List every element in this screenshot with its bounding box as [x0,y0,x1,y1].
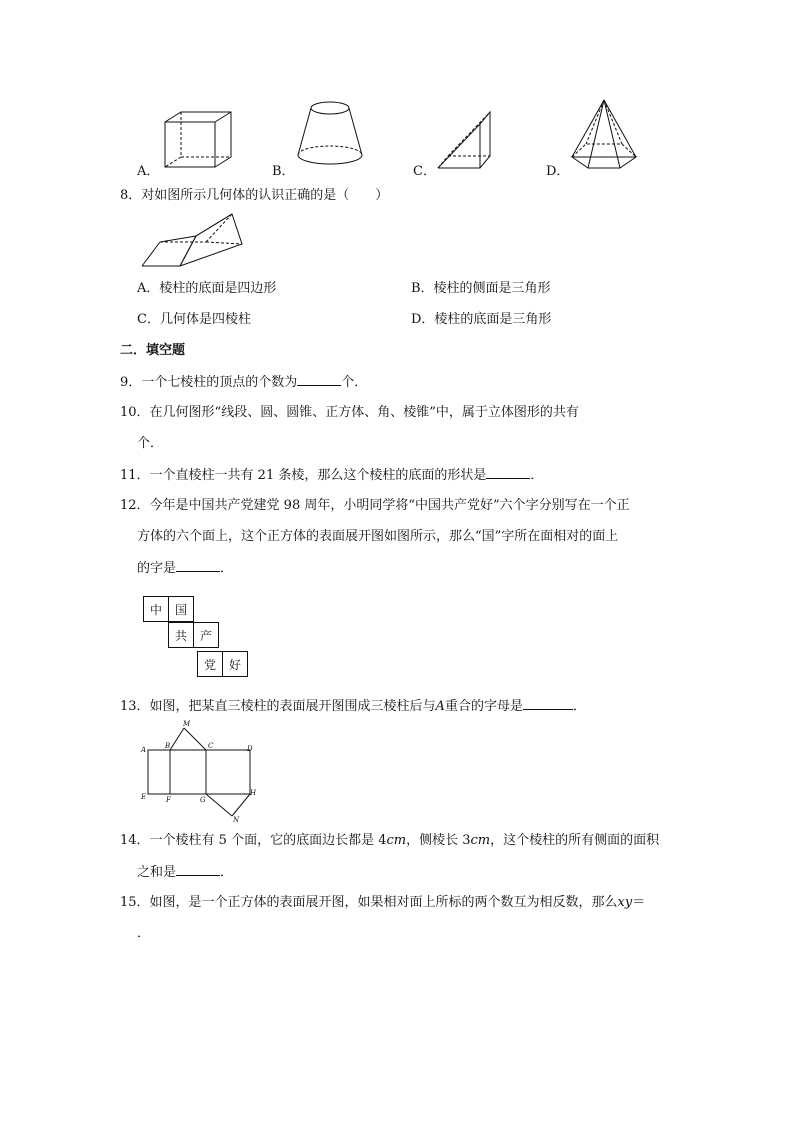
q13-label-b: B [165,742,171,750]
q12-blank [176,559,220,572]
q7-option-d-label: D． [546,164,570,179]
q14-unit-2: cm [470,833,491,848]
q10-line1: 10．在几何图形“线段、圆、圆锥、正方体、角、棱锥”中，属于立体图形的共有 [120,405,579,420]
q8-option-c: C．几何体是四棱柱 [137,312,251,327]
q14-line2 [137,863,233,882]
q13-letter-a: A [435,699,445,714]
q7-figure-b-frustum [296,100,366,170]
q13-text-mid: 重合的字母是 [444,699,523,714]
q13-net-lines [140,722,260,827]
q10-line2: 个． [137,436,164,451]
q9 [120,373,367,392]
q14-unit-1: cm [386,833,407,848]
q12-line3-suffix: ． [220,561,234,576]
q7-option-a-label: A． [137,164,160,179]
q9-blank [297,373,341,386]
q11-blank [486,466,530,479]
q14-line2-suffix: ． [220,865,234,880]
q15-line2: ． [137,926,151,941]
net-cell-hao: 好 [222,651,248,677]
q7-figure-a-cube [165,112,235,172]
q13-suffix: ． [572,699,586,714]
q15-text: 15．如图，是一个正方体的表面展开图，如果相对面上所标的两个数互为相反数，那么 [120,895,618,910]
q13-label-e: E [141,793,147,801]
q14-blank [176,863,220,876]
q13-label-c: C [208,742,214,750]
q12-line1: 12．今年是中国共产党建党 98 周年，小明同学将“中国共产党好”六个字分别写在一个正 [120,498,630,513]
q14-text-b: ，侧棱长 3 [406,833,471,848]
q14-line1 [120,832,659,850]
q13-label-n: N [233,816,240,824]
q13-label-a: A [141,746,147,754]
q11-suffix: ． [530,468,544,483]
q13-prism-net [140,722,260,827]
q7-figure-c-triangular-prism [438,108,498,173]
q12-line2: 方体的六个面上，这个正方体的表面展开图如图所示，那么“国”字所在面相对的面上 [137,529,619,544]
q13-blank [523,697,573,710]
q14-text-c: ，这个棱柱的所有侧面的面积 [490,833,660,848]
q7-option-b-label: B． [272,164,295,179]
q7-option-c-label: C． [413,164,436,179]
net-cell-chan: 产 [193,622,219,648]
q13-label-g: G [200,796,206,804]
q13-label-f: F [166,796,171,804]
q8-option-b: B．棱柱的侧面是三角形 [411,281,551,296]
q15-line1 [120,894,645,912]
q15-xy: xy [617,895,633,910]
q13 [120,697,586,716]
section-title-fill-in: 二．填空题 [120,343,186,358]
q15-equals: ＝ [632,895,646,910]
q13-text: 13．如图，把某直三棱柱的表面展开图围成三棱柱后与 [120,699,436,714]
q12-line3-text: 的字是 [137,561,177,576]
net-cell-zhong: 中 [143,596,169,622]
q14-line2-text: 之和是 [137,865,177,880]
q9-suffix: 个． [341,375,368,390]
q12-line3 [137,559,233,578]
q14-text-a: 14．一个棱柱有 5 个面，它的底面边长都是 4 [120,833,387,848]
q11 [120,466,543,485]
q11-text: 11．一个直棱柱一共有 21 条棱，那么这个棱柱的底面的形状是 [120,468,487,483]
net-cell-dang: 党 [197,651,223,677]
q9-text: 9．一个七棱柱的顶点的个数为 [120,375,298,390]
q13-label-m: M [183,720,191,728]
net-cell-guo: 国 [168,596,194,622]
q8-option-d: D．棱柱的底面是三角形 [411,312,552,327]
q8-option-a: A．棱柱的底面是四边形 [137,281,277,296]
q7-figure-d-pyramid [570,100,640,170]
q13-label-d: D [247,745,253,753]
q8-figure-prism [142,214,242,269]
q8-stem: 8．对如图所示几何体的认识正确的是（ ） [120,188,389,203]
q13-label-h: H [250,789,257,797]
net-cell-gong: 共 [168,622,194,648]
